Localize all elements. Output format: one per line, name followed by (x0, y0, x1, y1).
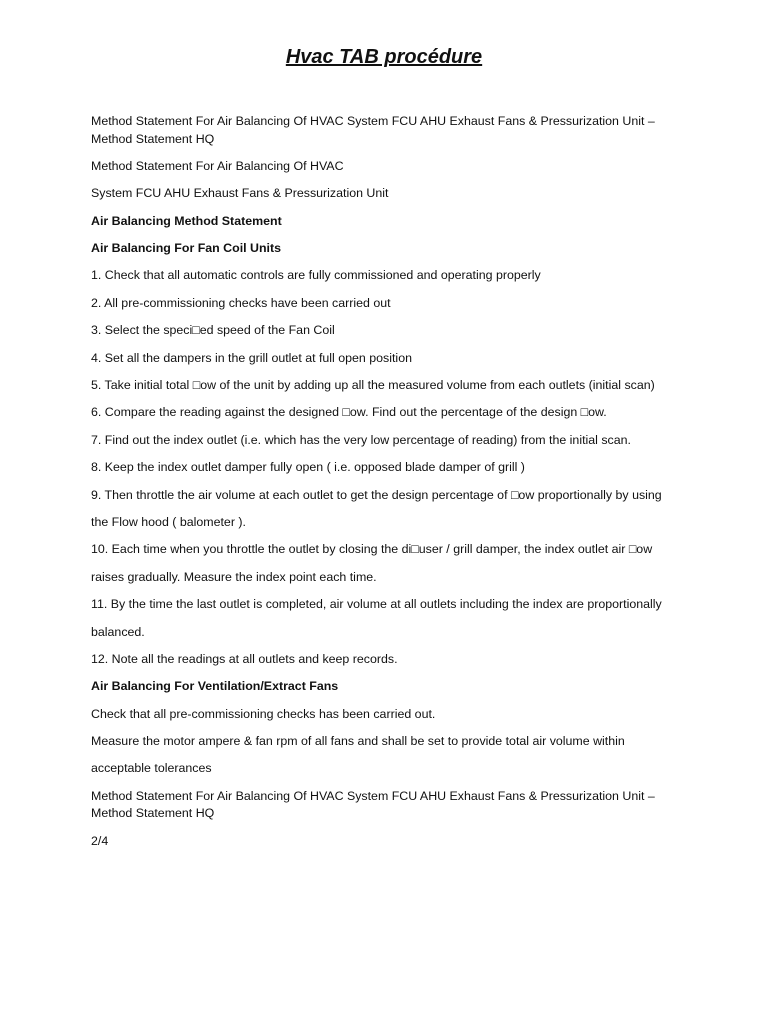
body-paragraph: 4. Set all the dampers in the grill outlet at full open position (91, 350, 412, 365)
body-paragraph: acceptable tolerances (91, 761, 212, 776)
body-paragraph: 6. Compare the reading against the designed □ow. Find out the percentage of the design □ow. (91, 405, 607, 420)
section-heading: Air Balancing For Ventilation/Extract Fans (91, 679, 339, 694)
body-paragraph: 8. Keep the index outlet damper fully open ( i.e. opposed blade damper of grill ) (91, 460, 525, 475)
document-body (91, 113, 681, 860)
body-paragraph: 12. Note all the readings at all outlets and keep records. (91, 651, 398, 666)
body-paragraph: 5. Take initial total □ow of the unit by adding up all the measured volume from each outlets (initial scan) (91, 378, 655, 393)
body-paragraph: Method Statement For Air Balancing Of HVAC (91, 158, 344, 173)
document-title: Hvac TAB procédure (285, 46, 483, 68)
body-paragraph: balanced. (91, 624, 145, 639)
body-paragraph: Check that all pre-commissioning checks has been carried out. (91, 706, 436, 721)
body-paragraph: Method Statement For Air Balancing Of HVAC System FCU AHU Exhaust Fans & Pressurization Unit – Method Statement HQ (91, 114, 655, 146)
body-paragraph: 9. Then throttle the air volume at each outlet to get the design percentage of □ow proportionally by using (91, 487, 662, 502)
body-paragraph: the Flow hood ( balometer ). (91, 514, 246, 529)
body-paragraph: Measure the motor ampere & fan rpm of all fans and shall be set to provide total air volume within (91, 734, 625, 749)
page-number: 2/4 (91, 833, 109, 848)
body-paragraph: 7. Find out the index outlet (i.e. which has the very low percentage of reading) from the initial scan. (91, 432, 631, 447)
section-heading: Air Balancing For Fan Coil Units (91, 241, 282, 256)
body-paragraph: 1. Check that all automatic controls are fully commissioned and operating properly (91, 268, 541, 283)
body-paragraph: System FCU AHU Exhaust Fans & Pressurization Unit (91, 186, 389, 201)
body-paragraph: 2. All pre-commissioning checks have been carried out (91, 295, 391, 310)
section-heading: Air Balancing Method Statement (91, 213, 282, 228)
body-paragraph: raises gradually. Measure the index point each time. (91, 569, 377, 584)
body-paragraph: 3. Select the speci□ed speed of the Fan Coil (91, 323, 335, 338)
body-paragraph: 11. By the time the last outlet is completed, air volume at all outlets including the index are proportionally (91, 597, 662, 612)
body-paragraph: 10. Each time when you throttle the outlet by closing the di□user / grill damper, the index outlet air □ow (91, 542, 653, 557)
body-paragraph: Method Statement For Air Balancing Of HVAC System FCU AHU Exhaust Fans & Pressurization Unit – Method Statement HQ (91, 788, 655, 821)
